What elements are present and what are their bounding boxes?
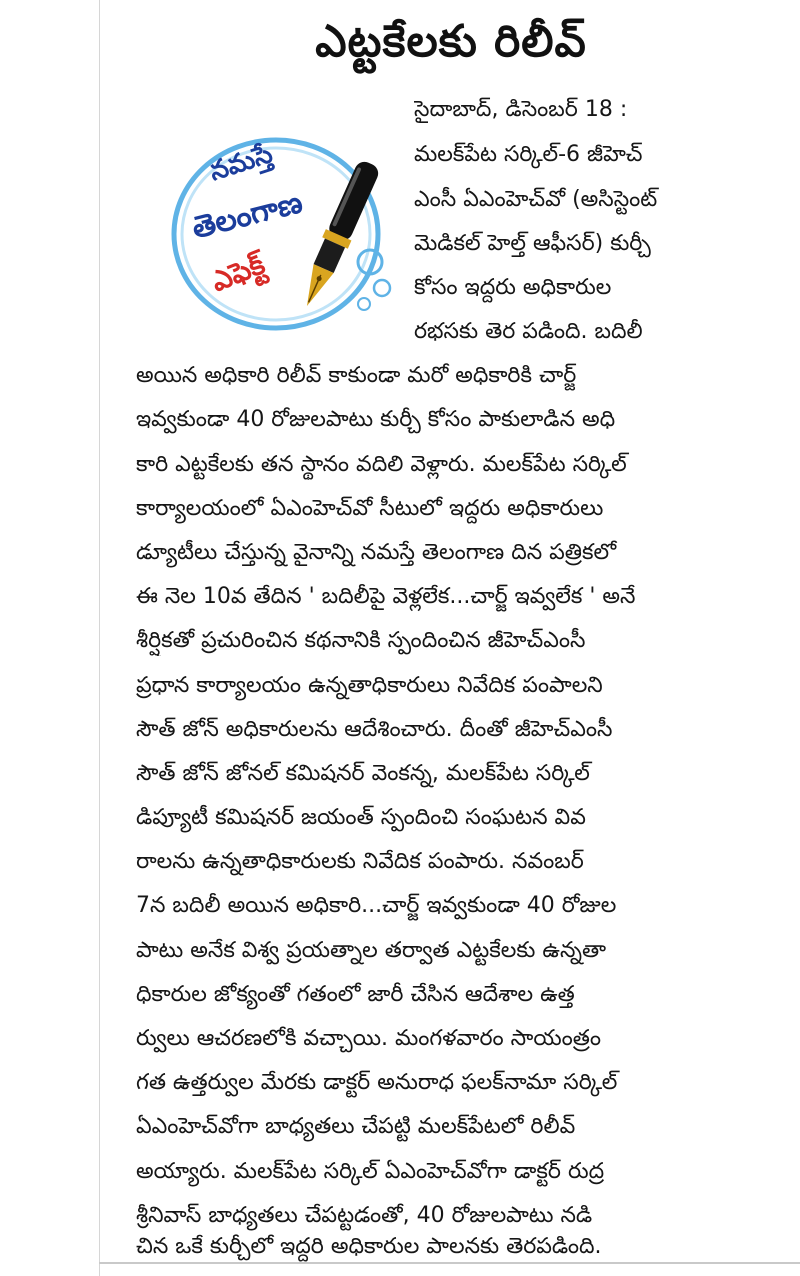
article-line: ర్వులు ఆచరణలోకి వచ్చాయి. మంగళవారం సాయంత్రం <box>136 1026 602 1051</box>
article-line: శీర్షికతో ప్రచురించిన కథనానికి స్పందించిన జీహెచ్‌ఎంసీ <box>136 628 586 653</box>
article-line: ఈ నెల 10వ తేదిన ' బదిలీపై వెళ్లలేక...చార్జ్ ఇవ్వలేక ' అనే <box>136 584 636 609</box>
article-line: సౌత్ జోన్ జోనల్ కమిషనర్ వెంకన్న, మలక్‌పేట సర్కిల్ <box>136 761 590 786</box>
article-line: డ్యూటీలు చేస్తున్న వైనాన్ని నమస్తే తెలంగాణ దిన పత్రికలో <box>136 540 617 565</box>
article-line: చిన ఒకే కుర్చీలో ఇద్దరి అధికారుల పాలనకు తెరపడింది. <box>136 1234 602 1259</box>
article-line: అయిన అధికారి రిలీవ్ కాకుండా మరో అధికారికి చార్జ్ <box>136 363 577 388</box>
logo-line-telangana: తెలంగాణ <box>188 185 306 247</box>
logo-line-namaste: నమస్తే <box>206 138 277 188</box>
article-line: అయ్యారు. మలక్‌పేట సర్కిల్ ఏఎంహెచ్‌వోగా డాక్టర్ రుద్ర <box>136 1159 605 1184</box>
article-line: కార్యాలయంలో ఏఎంహెచ్‌వో సీటులో ఇద్దరు అధికారులు <box>136 496 604 521</box>
bottom-divider <box>99 1262 800 1264</box>
logo-line-effect: ఎఫెక్ట్ <box>206 247 270 299</box>
article-line: మెడికల్ హెల్త్ ఆఫీసర్) కుర్చీ <box>414 231 651 256</box>
article-line: మలక్‌పేట సర్కిల్-6 జీహెచ్ <box>414 142 643 167</box>
article-line: 7న బదిలీ అయిన అధికారి...చార్జ్ ఇవ్వకుండా 40 రోజుల <box>136 893 617 918</box>
article-headline: ఎట్టకేలకు రిలీవ్ <box>315 16 587 67</box>
article-line: రాలను ఉన్నతాధికారులకు నివేదిక పంపారు. నవంబర్ <box>136 849 584 874</box>
article-line: శ్రీనివాస్ బాధ్యతలు చేపట్టడంతో, 40 రోజులపాటు నడి <box>136 1203 593 1228</box>
article-line: పాటు అనేక విశ్వ ప్రయత్నాల తర్వాత ఎట్టకేలకు ఉన్నతా <box>136 938 606 963</box>
fountain-pen-icon <box>280 154 390 332</box>
article-line: ప్రధాన కార్యాలయం ఉన్నతాధికారులు నివేదిక పంపాలని <box>136 673 603 698</box>
article-line: కోసం ఇద్దరు అధికారుల <box>414 275 612 300</box>
article-line: కారి ఎట్టకేలకు తన స్థానం వదిలి వెళ్లారు. మలక్‌పేట సర్కిల్ <box>136 452 627 477</box>
article-line: రభసకు తెర పడింది. బదిలీ <box>414 319 643 344</box>
article-line: ఇవ్వకుండా 40 రోజులపాటు కుర్చీ కోసం పాకులాడిన అధి <box>136 407 616 432</box>
article-line: డిప్యూటీ కమిషనర్ జయంత్ స్పందించి సంఘటన వివ <box>136 805 586 830</box>
article-line: ఎంసీ ఏఎంహెచ్‌వో (అసిస్టెంట్ <box>414 187 658 212</box>
article-line: గత ఉత్తర్వుల మేరకు డాక్టర్ అనురాధ ఫలక్‌నామా సర్కిల్ <box>136 1070 618 1095</box>
left-page-border <box>99 0 100 1276</box>
article-line: ధికారుల జోక్యంతో గతంలో జారీ చేసిన ఆదేశాల ఉత్త <box>136 982 575 1007</box>
article-line: సౌత్ జోన్ అధికారులను ఆదేశించారు. దీంతో జీహెచ్‌ఎంసీ <box>136 717 613 742</box>
namaste-telangana-effect-logo <box>168 118 408 336</box>
article-line: సైదాబాద్, డిసెంబర్ 18 : <box>414 97 628 122</box>
article-line: ఏఎంహెచ్‌వోగా బాధ్యతలు చేపట్టి మలక్‌పేటలో రిలీవ్ <box>136 1114 576 1139</box>
